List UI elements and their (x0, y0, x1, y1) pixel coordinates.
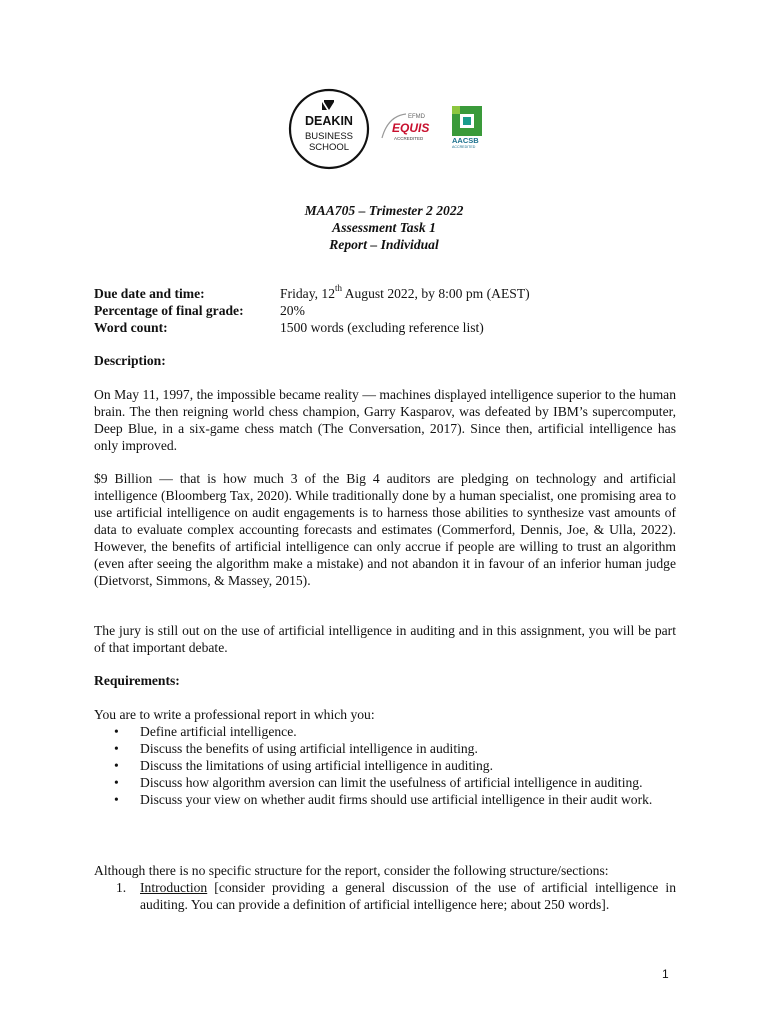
requirements-list (94, 723, 676, 808)
svg-text:DEAKIN: DEAKIN (305, 114, 353, 128)
word-count-label: Word count: (94, 320, 168, 335)
grade-percentage-label: Percentage of final grade: (94, 303, 244, 318)
paragraph-text: The jury is still out on the use of artificial intelligence in auditing and in this assignment, you will be part of that important debate. (94, 623, 676, 655)
svg-text:BUSINESS: BUSINESS (304, 131, 354, 142)
description-section (94, 352, 676, 369)
svg-text:ACCREDITED: ACCREDITED (452, 145, 476, 149)
svg-text:SCHOOL: SCHOOL (308, 142, 350, 153)
requirements-section (94, 672, 676, 689)
bullet-icon: • (114, 758, 119, 773)
aacsb-accreditation-logo (452, 106, 486, 150)
word-count-value: 1500 words (excluding reference list) (280, 320, 484, 335)
list-item: • Discuss the limitations of using artificial intelligence in auditing. (114, 758, 493, 773)
list-item: • Discuss how algorithm aversion can limit the usefulness of artificial intelligence in auditing. (114, 775, 643, 790)
grade-percentage-row (94, 302, 676, 319)
title-line-task: Assessment Task 1 (332, 220, 436, 235)
title-line-type: Report – Individual (329, 237, 439, 252)
section-title: Introduction (140, 880, 208, 895)
paragraph-text: On May 11, 1997, the impossible became reality — machines displayed intelligence superior to the human brain. The then reigning world chess champion, Garry Kasparov, was defeated by IBM’s supercomputer, Deep Blue, in a six-game chess match (The Conversation, 2017). Since then, artificial intelligence has only improved. (94, 387, 676, 453)
list-number: 1. (116, 880, 127, 895)
list-item: 1. Introduction [consider providing a general discussion of the use of artificial intelligence in auditing. You can provide a definition of artificial intelligence here; about 250 words]. (116, 880, 676, 912)
title-line-course: MAA705 – Trimester 2 2022 (304, 203, 464, 218)
bullet-icon: • (114, 724, 119, 739)
description-paragraph-2 (94, 470, 676, 589)
logo-row (286, 86, 486, 166)
svg-text:ACCREDITED: ACCREDITED (394, 136, 424, 141)
due-date-label: Due date and time: (94, 286, 205, 301)
svg-text:EFMD: EFMD (408, 114, 425, 120)
bullet-icon: • (114, 792, 119, 807)
svg-text:EQUIS: EQUIS (392, 121, 430, 135)
description-paragraph-1 (94, 386, 676, 454)
assessment-title (0, 202, 768, 253)
list-item: • Discuss the benefits of using artificial intelligence in auditing. (114, 741, 478, 756)
deakin-business-school-logo (288, 88, 370, 170)
description-heading: Description: (94, 353, 166, 368)
svg-text:AACSB: AACSB (452, 136, 479, 145)
structure-intro: Although there is no specific structure for the report, consider the following structure/sections: (94, 863, 609, 878)
structure-section (94, 862, 676, 913)
requirements-heading: Requirements: (94, 673, 180, 688)
requirements-intro: You are to write a professional report in which you: (94, 707, 375, 722)
structure-list (94, 879, 676, 913)
grade-percentage-value: 20% (280, 303, 305, 318)
bullet-icon: • (114, 775, 119, 790)
page-number: 1 (662, 967, 669, 981)
paragraph-text: $9 Billion — that is how much 3 of the Big 4 auditors are pledging on technology and artificial intelligence (Bloomberg Tax, 2020). While traditionally done by a human specialist, one promising area to use artificial intelligence on audit engagements is to harness those abilities to synthesize vast amounts of data to evaluate complex accounting forecasts and estimates (Commerford, Dennis, Joe, & Ulla, 2022). However, the benefits of artificial intelligence can only accrue if people are willing to trust an algorithm (even after seeing the algorithm make a mistake) and not abandon it in favour of an inferior human judge (Dietvorst, Simmons, & Massey, 2015). (94, 471, 676, 588)
word-count-row (94, 319, 676, 336)
bullet-icon: • (114, 741, 119, 756)
assessment-details (94, 285, 676, 336)
list-item: • Define artificial intelligence. (114, 724, 297, 739)
list-item: • Discuss your view on whether audit firms should use artificial intelligence in their audit work. (114, 792, 653, 807)
due-date-row (94, 285, 676, 302)
equis-accreditation-logo (378, 108, 448, 148)
requirements-list-block (94, 706, 676, 808)
description-paragraph-3 (94, 622, 676, 656)
due-date-value: Friday, 12th August 2022, by 8:00 pm (AEST) (280, 283, 530, 301)
